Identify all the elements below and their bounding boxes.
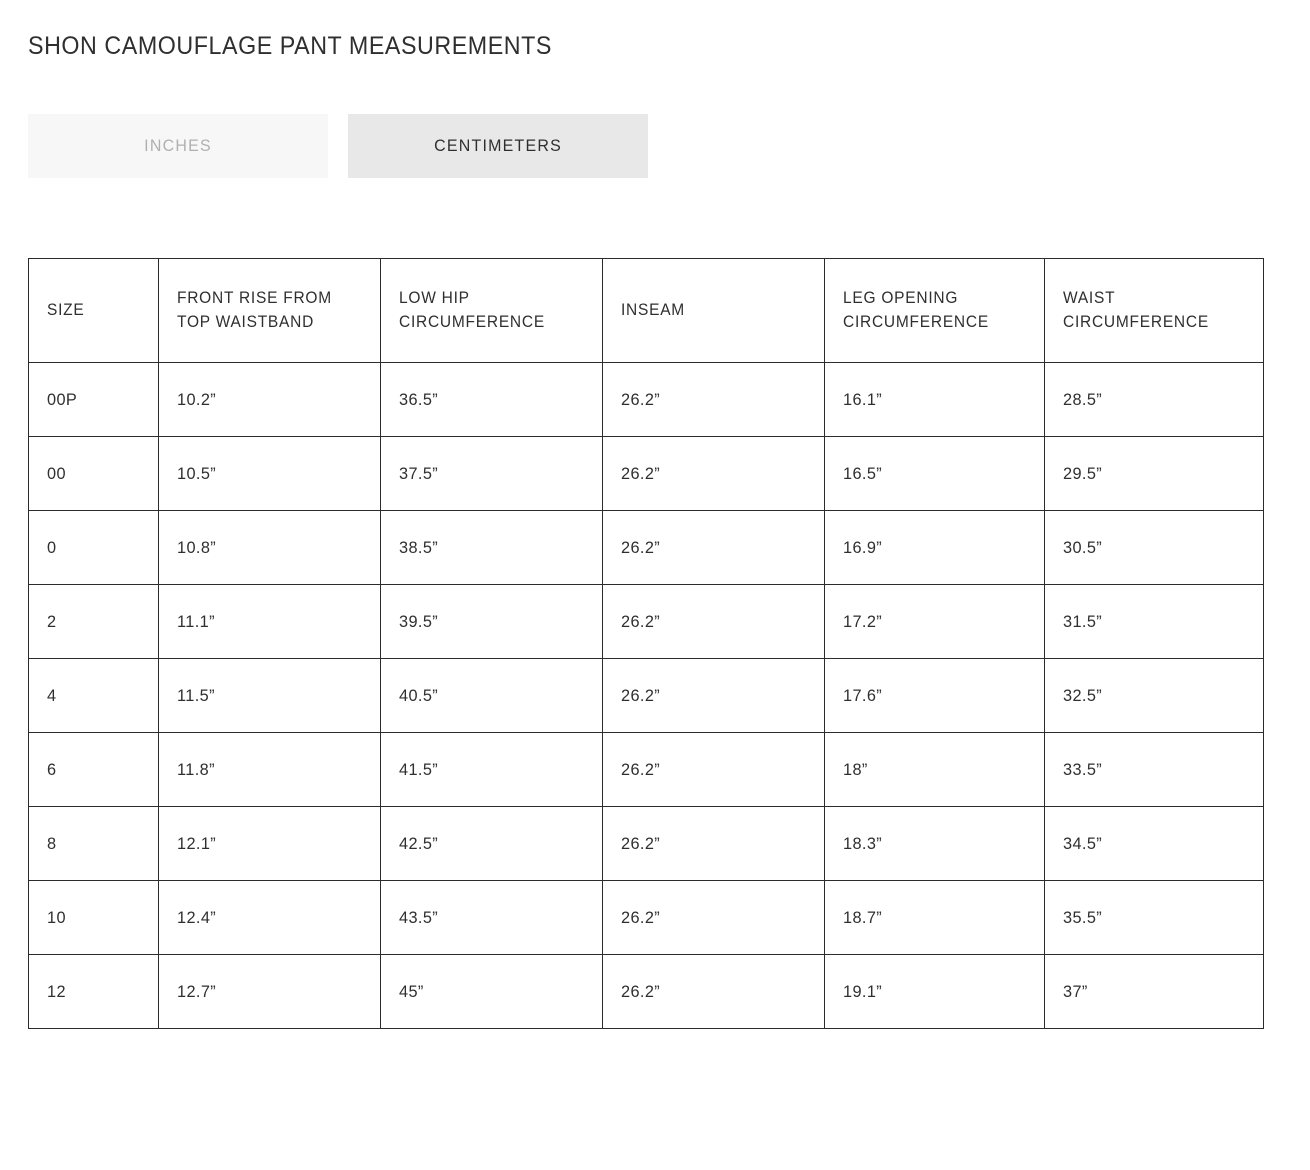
column-header-waist: WAIST CIRCUMFERENCE bbox=[1045, 259, 1264, 363]
cell-leg-opening: 18” bbox=[825, 733, 1045, 807]
cell-waist: 31.5” bbox=[1045, 585, 1264, 659]
cell-inseam: 26.2” bbox=[603, 511, 825, 585]
cell-waist: 37” bbox=[1045, 955, 1264, 1029]
column-header-leg-opening: LEG OPENING CIRCUMFERENCE bbox=[825, 259, 1045, 363]
cell-size: 8 bbox=[29, 807, 159, 881]
unit-toggle-group bbox=[28, 114, 1282, 178]
table-row bbox=[29, 363, 1264, 437]
cell-size: 12 bbox=[29, 955, 159, 1029]
cell-waist: 28.5” bbox=[1045, 363, 1264, 437]
cell-front-rise: 12.1” bbox=[159, 807, 381, 881]
cell-waist: 35.5” bbox=[1045, 881, 1264, 955]
table-row bbox=[29, 955, 1264, 1029]
cell-front-rise: 12.4” bbox=[159, 881, 381, 955]
cell-leg-opening: 16.9” bbox=[825, 511, 1045, 585]
cell-inseam: 26.2” bbox=[603, 659, 825, 733]
tab-centimeters[interactable] bbox=[348, 114, 648, 178]
table-body bbox=[29, 363, 1264, 1029]
cell-waist: 34.5” bbox=[1045, 807, 1264, 881]
table-row bbox=[29, 659, 1264, 733]
cell-front-rise: 10.8” bbox=[159, 511, 381, 585]
cell-leg-opening: 16.1” bbox=[825, 363, 1045, 437]
cell-low-hip: 39.5” bbox=[381, 585, 603, 659]
cell-leg-opening: 18.7” bbox=[825, 881, 1045, 955]
cell-size: 00P bbox=[29, 363, 159, 437]
column-header-front-rise: FRONT RISE FROM TOP WAISTBAND bbox=[159, 259, 381, 363]
cell-low-hip: 36.5” bbox=[381, 363, 603, 437]
table-row bbox=[29, 733, 1264, 807]
cell-inseam: 26.2” bbox=[603, 733, 825, 807]
cell-size: 4 bbox=[29, 659, 159, 733]
table-row bbox=[29, 881, 1264, 955]
cell-leg-opening: 19.1” bbox=[825, 955, 1045, 1029]
cell-leg-opening: 16.5” bbox=[825, 437, 1045, 511]
table-row bbox=[29, 511, 1264, 585]
table-header bbox=[29, 259, 1264, 363]
table-row bbox=[29, 807, 1264, 881]
cell-front-rise: 11.5” bbox=[159, 659, 381, 733]
cell-front-rise: 10.2” bbox=[159, 363, 381, 437]
tab-centimeters-label: CENTIMETERS bbox=[434, 136, 562, 155]
cell-inseam: 26.2” bbox=[603, 881, 825, 955]
column-header-low-hip: LOW HIP CIRCUMFERENCE bbox=[381, 259, 603, 363]
cell-low-hip: 41.5” bbox=[381, 733, 603, 807]
cell-waist: 29.5” bbox=[1045, 437, 1264, 511]
table-header-row bbox=[29, 259, 1264, 363]
cell-size: 10 bbox=[29, 881, 159, 955]
cell-front-rise: 12.7” bbox=[159, 955, 381, 1029]
column-header-inseam: INSEAM bbox=[603, 259, 825, 363]
cell-size: 00 bbox=[29, 437, 159, 511]
table-row bbox=[29, 437, 1264, 511]
cell-inseam: 26.2” bbox=[603, 585, 825, 659]
cell-front-rise: 10.5” bbox=[159, 437, 381, 511]
cell-waist: 33.5” bbox=[1045, 733, 1264, 807]
column-header-size: SIZE bbox=[29, 259, 159, 363]
cell-front-rise: 11.1” bbox=[159, 585, 381, 659]
cell-leg-opening: 17.6” bbox=[825, 659, 1045, 733]
cell-front-rise: 11.8” bbox=[159, 733, 381, 807]
cell-inseam: 26.2” bbox=[603, 437, 825, 511]
tab-inches-label: INCHES bbox=[144, 136, 212, 155]
cell-leg-opening: 18.3” bbox=[825, 807, 1045, 881]
cell-inseam: 26.2” bbox=[603, 363, 825, 437]
table-row bbox=[29, 585, 1264, 659]
cell-size: 6 bbox=[29, 733, 159, 807]
cell-leg-opening: 17.2” bbox=[825, 585, 1045, 659]
cell-low-hip: 45” bbox=[381, 955, 603, 1029]
cell-waist: 32.5” bbox=[1045, 659, 1264, 733]
cell-size: 0 bbox=[29, 511, 159, 585]
cell-waist: 30.5” bbox=[1045, 511, 1264, 585]
cell-low-hip: 37.5” bbox=[381, 437, 603, 511]
cell-low-hip: 38.5” bbox=[381, 511, 603, 585]
measurements-table-wrapper bbox=[28, 258, 1282, 1029]
cell-inseam: 26.2” bbox=[603, 807, 825, 881]
tab-inches[interactable] bbox=[28, 114, 328, 178]
cell-inseam: 26.2” bbox=[603, 955, 825, 1029]
page-title: SHON CAMOUFLAGE PANT MEASUREMENTS bbox=[28, 32, 552, 60]
cell-low-hip: 43.5” bbox=[381, 881, 603, 955]
cell-low-hip: 42.5” bbox=[381, 807, 603, 881]
measurements-table bbox=[28, 258, 1264, 1029]
cell-low-hip: 40.5” bbox=[381, 659, 603, 733]
cell-size: 2 bbox=[29, 585, 159, 659]
